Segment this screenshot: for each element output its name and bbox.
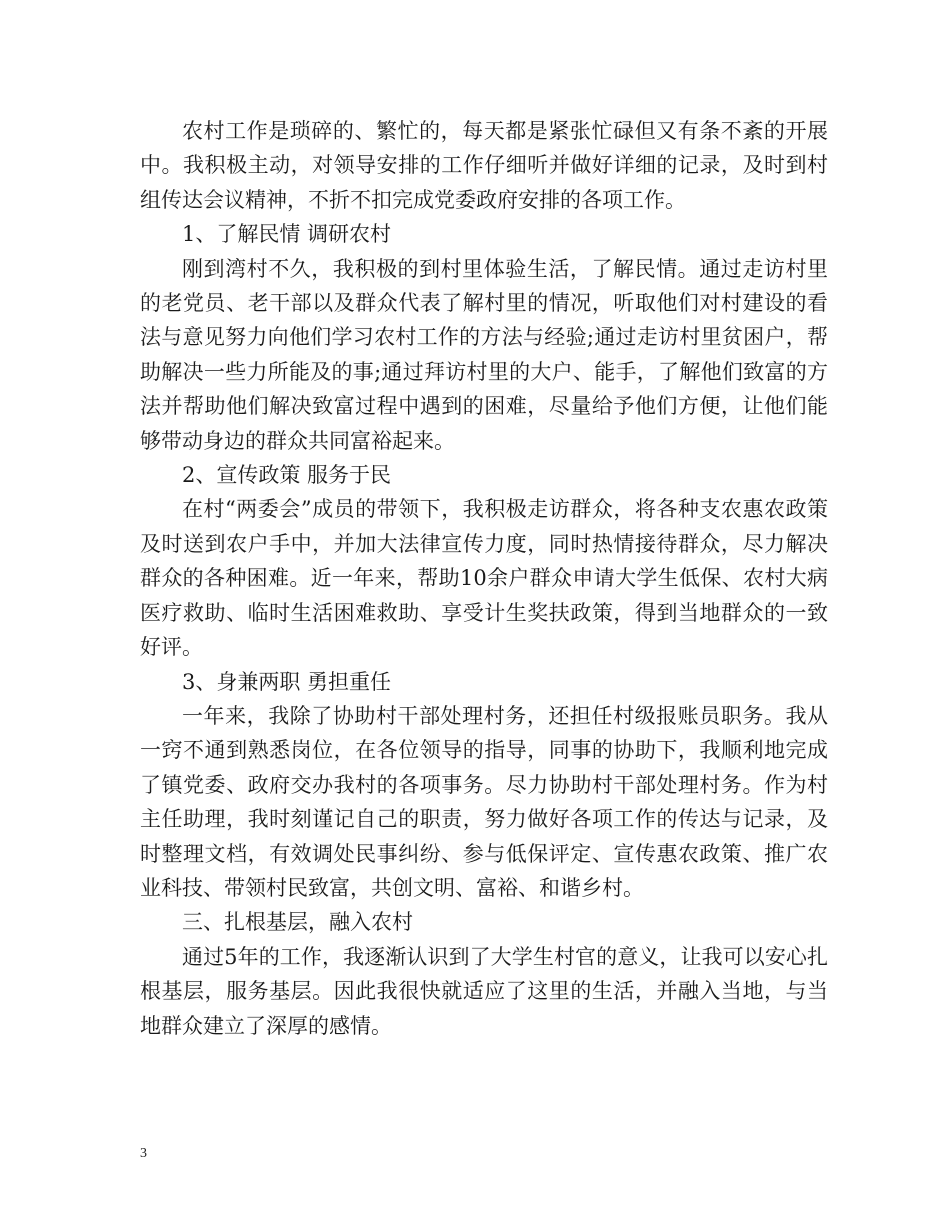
- document-body: [140, 114, 828, 1043]
- paragraph-section-2: 在村“两委会”成员的带领下，我积极走访群众，将各种支农惠农政策及时送到农户手中，并加大法律宣传力度，同时热情接待群众，尽力解决群众的各种困难。近一年来，帮助10余户群众申请大学生低保、农村大病医疗救助、临时生活困难救助、享受计生奖扶政策，得到当地群众的一致好评。: [140, 497, 828, 660]
- section-heading-3: 3、身兼两职 勇担重任: [182, 669, 392, 694]
- paragraph-intro: 农村工作是琐碎的、繁忙的，每天都是紧张忙碌但又有条不紊的开展中。我积极主动，对领导安排的工作仔细听并做好详细的记录，及时到村组传达会议精神，不折不扣完成党委政府安排的各项工作。: [140, 119, 828, 212]
- section-heading-main-3: 三、扎根基层，融入农村: [182, 910, 413, 935]
- section-heading-2: 2、宣传政策 服务于民: [182, 463, 392, 488]
- paragraph-section-3: 一年来，我除了协助村干部处理村务，还担任村级报账员职务。我从一窍不通到熟悉岗位，在各位领导的指导，同事的协助下，我顺利地完成了镇党委、政府交办我村的各项事务。尽力协助村干部处理村务。作为村主任助理，我时刻谨记自己的职责，努力做好各项工作的传达与记录，及时整理文档，有效调处民事纠纷、参与低保评定、宣传惠农政策、推广农业科技、带领村民致富，共创文明、富裕、和谐乡村。: [140, 703, 828, 900]
- page-number: 3: [140, 1146, 147, 1161]
- paragraph-section-main-3: 通过5年的工作，我逐渐认识到了大学生村官的意义，让我可以安心扎根基层，服务基层。因此我很快就适应了这里的生活，并融入当地，与当地群众建立了深厚的感情。: [140, 944, 828, 1038]
- section-heading-1: 1、了解民情 调研农村: [182, 222, 392, 247]
- paragraph-section-1: 刚到湾村不久，我积极的到村里体验生活，了解民情。通过走访村里的老党员、老干部以及群众代表了解村里的情况，听取他们对村建设的看法与意见努力向他们学习农村工作的方法与经验;通过走访村里贫困户，帮助解决一些力所能及的事;通过拜访村里的大户、能手，了解他们致富的方法并帮助他们解决致富过程中遇到的困难，尽量给予他们方便，让他们能够带动身边的群众共同富裕起来。: [140, 256, 828, 453]
